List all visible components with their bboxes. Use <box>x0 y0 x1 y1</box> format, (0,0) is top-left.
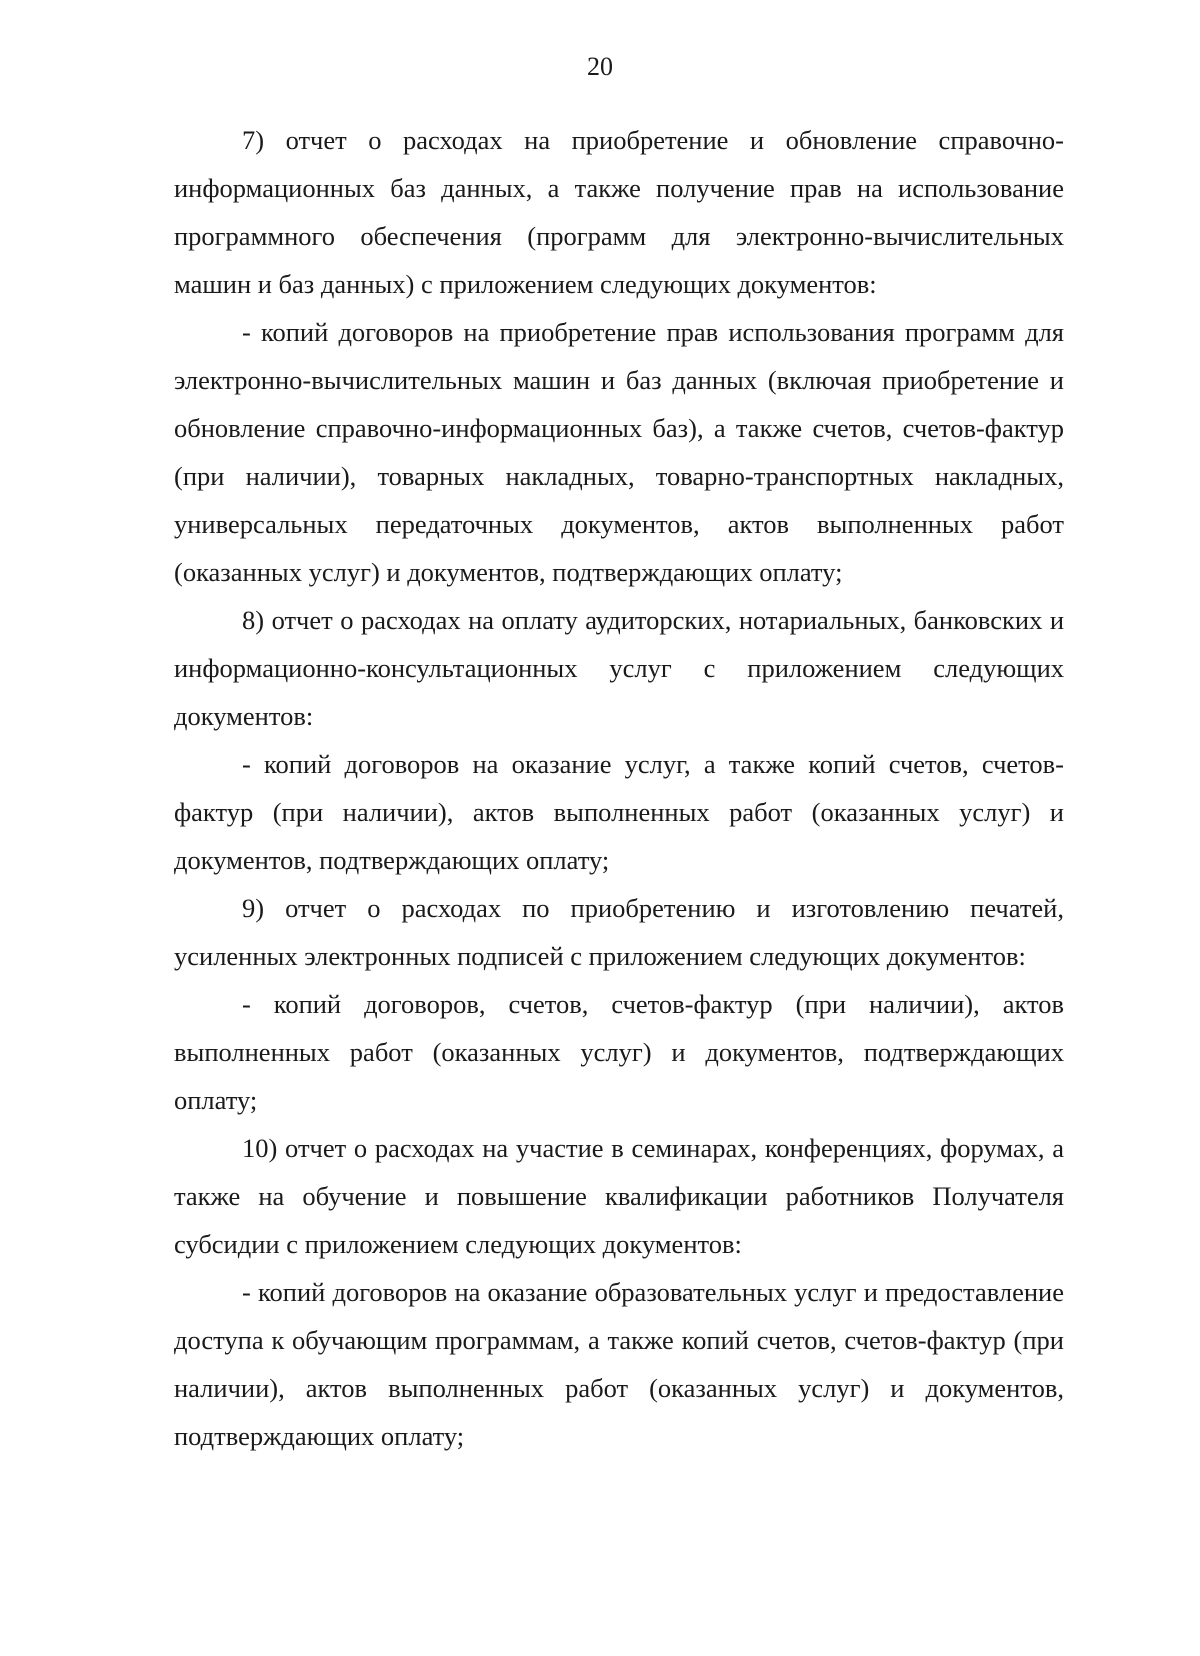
paragraph-item-9-documents: - копий договоров, счетов, счетов-фактур (при наличии), актов выполненных работ (оказанных услуг) и документов, подтверждающих оплату; <box>174 989 1064 1115</box>
document-body <box>174 116 1064 1460</box>
paragraph-item-7-report: 7) отчет о расходах на приобретение и обновление справочно-информационных баз данных, а также получение прав на использование программного обеспечения (программ для электронно-вычислительных машин и баз данных) с приложением следующих документов: <box>174 125 1064 299</box>
paragraph-item-7-documents: - копий договоров на приобретение прав использования программ для электронно-вычислительных машин и баз данных (включая приобретение и обновление справочно-информационных баз), а также счетов, счетов-фактур (при наличии), товарных накладных, товарно-транспортных накладных, универсальных передаточных документов, актов выполненных работ (оказанных услуг) и документов, подтверждающих оплату; <box>174 317 1064 587</box>
paragraph-item-8-documents: - копий договоров на оказание услуг, а также копий счетов, счетов-фактур (при наличии), актов выполненных работ (оказанных услуг) и документов, подтверждающих оплату; <box>174 749 1064 875</box>
paragraph-item-8-report: 8) отчет о расходах на оплату аудиторских, нотариальных, банковских и информационно-консультационных услуг с приложением следующих документов: <box>174 605 1064 731</box>
paragraph-item-10-report: 10) отчет о расходах на участие в семинарах, конференциях, форумах, а также на обучение и повышение квалификации работников Получателя субсидии с приложением следующих документов: <box>174 1133 1064 1259</box>
page-number: 20 <box>587 52 613 81</box>
paragraph-item-10-documents: - копий договоров на оказание образовательных услуг и предоставление доступа к обучающим программам, а также копий счетов, счетов-фактур (при наличии), актов выполненных работ (оказанных услуг) и документов, подтверждающих оплату; <box>174 1277 1064 1451</box>
paragraph-item-9-report: 9) отчет о расходах по приобретению и изготовлению печатей, усиленных электронных подписей с приложением следующих документов: <box>174 893 1064 971</box>
